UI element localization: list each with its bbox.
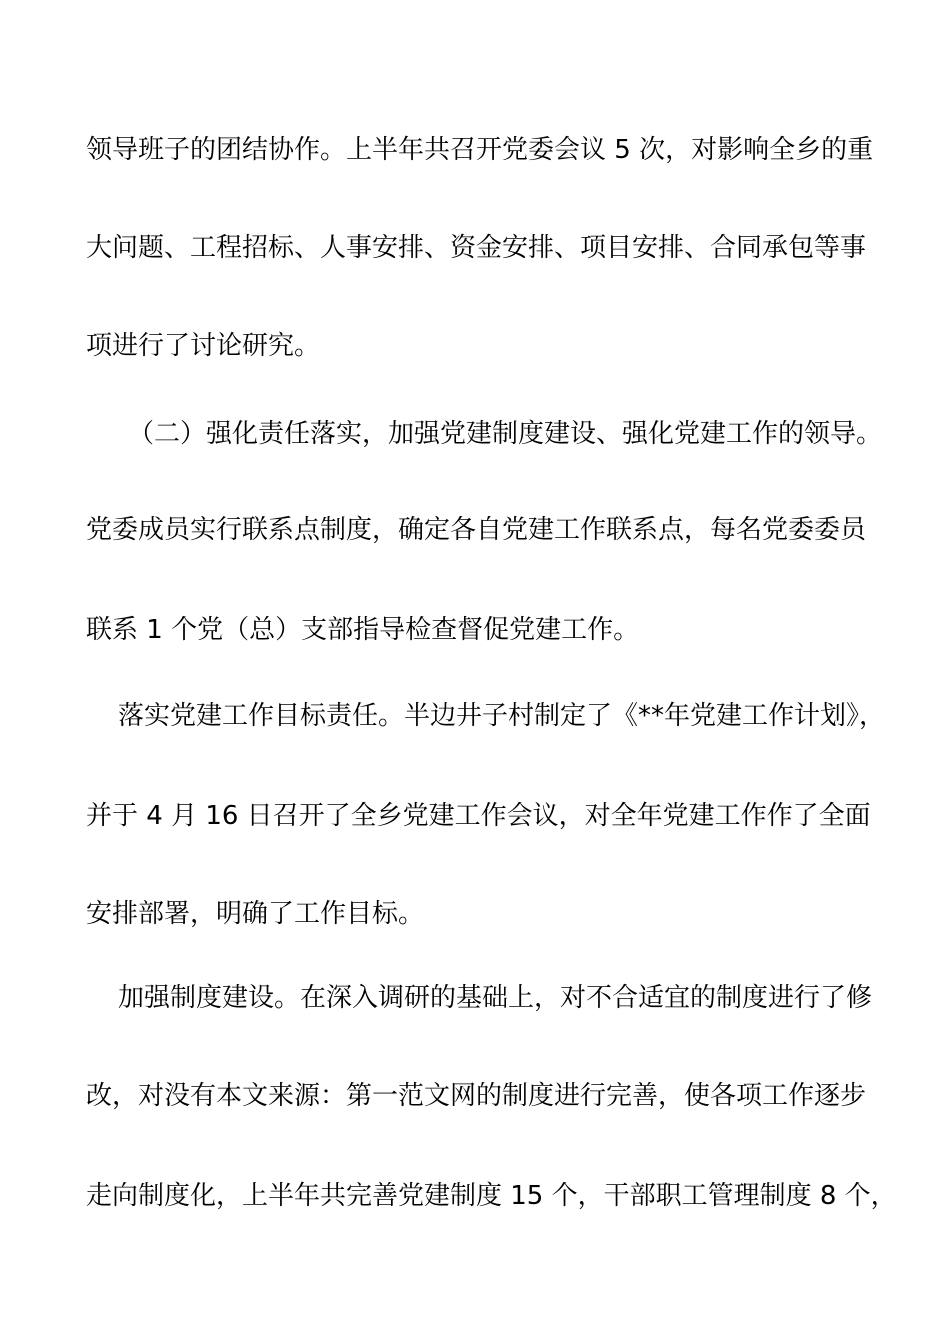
paragraph-line: 项进行了讨论研究。 bbox=[86, 331, 321, 361]
paragraph-line: 改，对没有本文来源：第一范文网的制度进行完善，使各项工作逐步 bbox=[86, 1081, 867, 1111]
paragraph-line: 并于 4 月 16 日召开了全乡党建工作会议，对全年党建工作作了全面 bbox=[86, 801, 871, 831]
paragraph-line: 领导班子的团结协作。上半年共召开党委会议 5 次，对影响全乡的重 bbox=[86, 135, 874, 165]
paragraph-line: 联系 1 个党（总）支部指导检查督促党建工作。 bbox=[86, 615, 640, 645]
paragraph-line: 走向制度化，上半年共完善党建制度 15 个，干部职工管理制度 8 个， bbox=[86, 1181, 897, 1211]
paragraph-line: 安排部署，明确了工作目标。 bbox=[86, 899, 425, 929]
paragraph-line: 加强制度建设。在深入调研的基础上，对不合适宜的制度进行了修 bbox=[118, 983, 873, 1013]
paragraph-line: 党委成员实行联系点制度，确定各自党建工作联系点，每名党委委员 bbox=[86, 515, 867, 545]
paragraph-line: 落实党建工作目标责任。半边井子村制定了《**年党建工作计划》， bbox=[118, 701, 886, 731]
section-heading-line: （二）强化责任落实，加强党建制度建设、强化党建工作的领导。 bbox=[128, 419, 883, 449]
paragraph-line: 大问题、工程招标、人事安排、资金安排、项目安排、合同承包等事 bbox=[86, 233, 867, 263]
